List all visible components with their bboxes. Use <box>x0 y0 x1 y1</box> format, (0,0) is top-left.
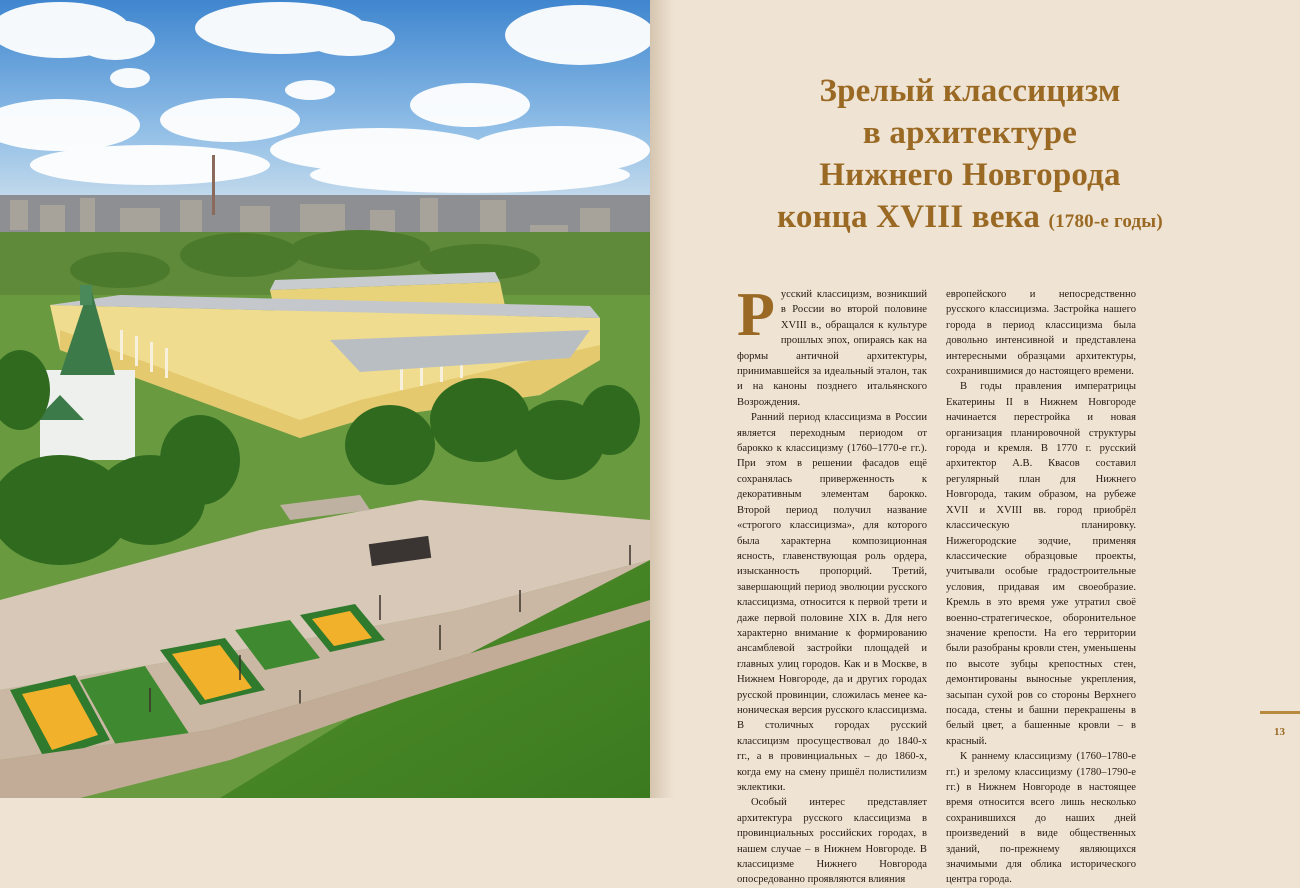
title-line-4-dates: (1780-е годы) <box>1048 211 1163 232</box>
aerial-photo-kremlin <box>0 0 650 798</box>
title-line-3: Нижнего Новгорода <box>819 157 1121 193</box>
paragraph: В годы правления императрицы Екатерины II в Нижнем Новгороде начинается перестройка и новая организация планировочной структуры города и кремля. В 1770 г. русский архитектор А.В. Квасов составил регулярный план для Нижнего Новгорода, таким образом, на рубеже XVII и XVIII вв. город приобрёл классическую планировку. Нижегородские зодчие, применяя классические образцовые проекты, учитывали особые градостроительные условия, придавая им своеобразие. Кремль в это время уже утратил своё военно-стратегическое, оборонительное значение крепости. На его территории были разобраны кровли стен, уменьшены по высоте зубцы крепостных стен, демонтированы выносные укрепления, засыпан сухой ров со стороны Верхнего посада, стены и башни перекрашены в белый цвет, а башенные кровли – в красный. <box>946 381 1136 747</box>
drop-cap: Р <box>737 281 775 349</box>
title-line-4 <box>690 196 1250 243</box>
title-line-1: Зрелый классицизм <box>819 73 1121 109</box>
title-line-4-main: конца XVIII века <box>777 199 1041 235</box>
text-column-right <box>946 287 1136 888</box>
paragraph: К раннему классицизму (1760–1780-е гг.) и зрелому классицизму (1780–1790-е гг.) в Нижнем Новгороде в настоящее время относится всего лишь несколько сохранившихся до наших дней произведений в виде общественных зданий, по-прежнему являющихся значимыми для облика исторического центра города. <box>946 751 1136 886</box>
paragraph-text: усский классицизм, возникший в России во второй половине XVIII в., обращался к культуре прошлых эпох, опираясь как на формы античной архитектуры, принимавшейся за идеальный эталон, так и на каноны позднего итальянского Возрождения. <box>737 289 927 408</box>
page-gutter-shadow <box>650 0 674 798</box>
paragraph: Особый интерес представляет архитектура русского классицизма в провинциальных российских городах, в нашем случае – в Нижнем Новгороде. В классицизме Нижнего Новгорода опосредованно проявляются влияния <box>737 797 927 886</box>
page-number-rule <box>1260 711 1300 714</box>
page-title <box>690 70 1250 243</box>
title-line-2: в архитектуре <box>862 115 1078 151</box>
paragraph: Ранний период классицизма в России является переходным периодом от барокко к классицизму (1760–1770-е гг.). При этом в решении фасадов ещё сохранялась приверженность к декоративным элементам барокко. Второй период получил название «строгого классицизма», для которого была характерна композиционная ясность, главенствующая роль ордера, изысканность пропорций. Третий, завершающий период эволюции русского классицизма, относится к первой трети и даже первой половине XIX в. Для него характерно внимание к формированию ансамблевой застройки площадей и главных улиц городов. Как и в Москве, в Нижнем Новгороде, да и других городах русской провинции, сложилась менее каноническая версия русского классицизма. В столичных городах русский классицизм просуществовал до 1840-х гг., а в провинциальных – до 1860-х, когда ему на смену пришёл полистилизм эклектики. <box>737 412 927 793</box>
paragraph <box>737 281 927 410</box>
text-page <box>650 0 1300 886</box>
page-number: 13 <box>1274 726 1285 738</box>
text-column-left <box>737 281 927 888</box>
paragraph: европейского и непосредственно русского классицизма. Застройка нашего города в период классицизма была довольно интенсивной и представлена интересными образцами архитектуры, сохранившимися до настоящего времени. <box>946 289 1136 378</box>
